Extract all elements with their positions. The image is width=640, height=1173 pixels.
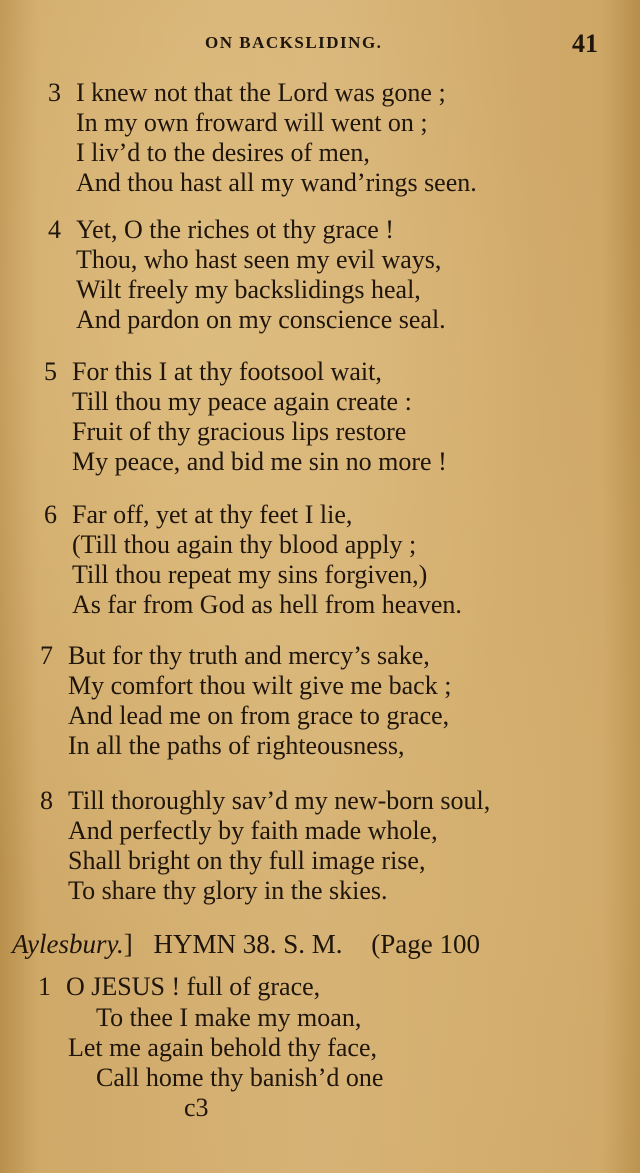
verse-5-line-4: My peace, and bid me sin no more ! — [72, 447, 447, 476]
verse-8-line-4: To share thy glory in the skies. — [68, 876, 388, 905]
signature-mark: c3 — [184, 1093, 209, 1122]
tune-name: Aylesbury. — [12, 929, 124, 959]
next-verse-line-4: Call home thy banish’d one — [96, 1063, 384, 1092]
verse-3-line-3: I liv’d to the desires of men, — [76, 138, 370, 167]
running-head: ON BACKSLIDING. — [205, 33, 383, 52]
verse-5-line-1: For this I at thy footsool wait, — [72, 357, 382, 386]
verse-8-line-1: Till thoroughly sav’d my new-born soul, — [68, 786, 491, 815]
verse-number-3: 3 — [48, 78, 61, 107]
verse-number-5: 5 — [44, 357, 57, 386]
verse-7-line-2: My comfort thou wilt give me back ; — [68, 671, 452, 700]
hymn-heading — [12, 929, 480, 959]
next-verse-line-1: O JESUS ! full of grace, — [66, 972, 321, 1001]
verse-6-line-1: Far off, yet at thy feet I lie, — [72, 500, 353, 529]
verse-number-4: 4 — [48, 215, 61, 244]
verse-7-line-3: And lead me on from grace to grace, — [68, 701, 450, 730]
verse-3-line-1: I knew not that the Lord was gone ; — [76, 78, 446, 107]
verse-8-line-2: And perfectly by faith made whole, — [68, 816, 438, 845]
verse-4-line-4: And pardon on my conscience seal. — [76, 305, 446, 334]
verse-5-line-2: Till thou my peace again create : — [72, 387, 412, 416]
next-verse-number-1: 1 — [38, 972, 51, 1001]
verse-4-line-2: Thou, who hast seen my evil ways, — [76, 245, 442, 274]
verse-3-line-2: In my own froward will went on ; — [76, 108, 428, 137]
verse-number-7: 7 — [40, 641, 53, 670]
heading-bracket: ] — [123, 929, 133, 959]
verse-6-line-4: As far from God as hell from heaven. — [72, 590, 462, 619]
verse-6-line-2: (Till thou again thy blood apply ; — [72, 530, 417, 559]
verse-4-line-3: Wilt freely my backslidings heal, — [76, 275, 421, 304]
next-verse-line-2: To thee I make my moan, — [96, 1003, 362, 1032]
verse-7-line-4: In all the paths of righteousness, — [68, 731, 405, 760]
page-number: 41 — [572, 29, 598, 58]
verse-3-line-4: And thou hast all my wand’rings seen. — [76, 168, 477, 197]
verse-8-line-3: Shall bright on thy full image rise, — [68, 846, 426, 875]
next-verse-line-3: Let me again behold thy face, — [68, 1033, 377, 1062]
page-reference: (Page 100 — [371, 929, 480, 959]
verse-number-6: 6 — [44, 500, 57, 529]
hymn-title: HYMN 38. S. M. — [153, 929, 343, 959]
verse-7-line-1: But for thy truth and mercy’s sake, — [68, 641, 430, 670]
verse-4-line-1: Yet, O the riches ot thy grace ! — [76, 215, 394, 244]
verse-6-line-3: Till thou repeat my sins forgiven,) — [72, 560, 428, 589]
verse-number-8: 8 — [40, 786, 53, 815]
verse-5-line-3: Fruit of thy gracious lips restore — [72, 417, 407, 446]
